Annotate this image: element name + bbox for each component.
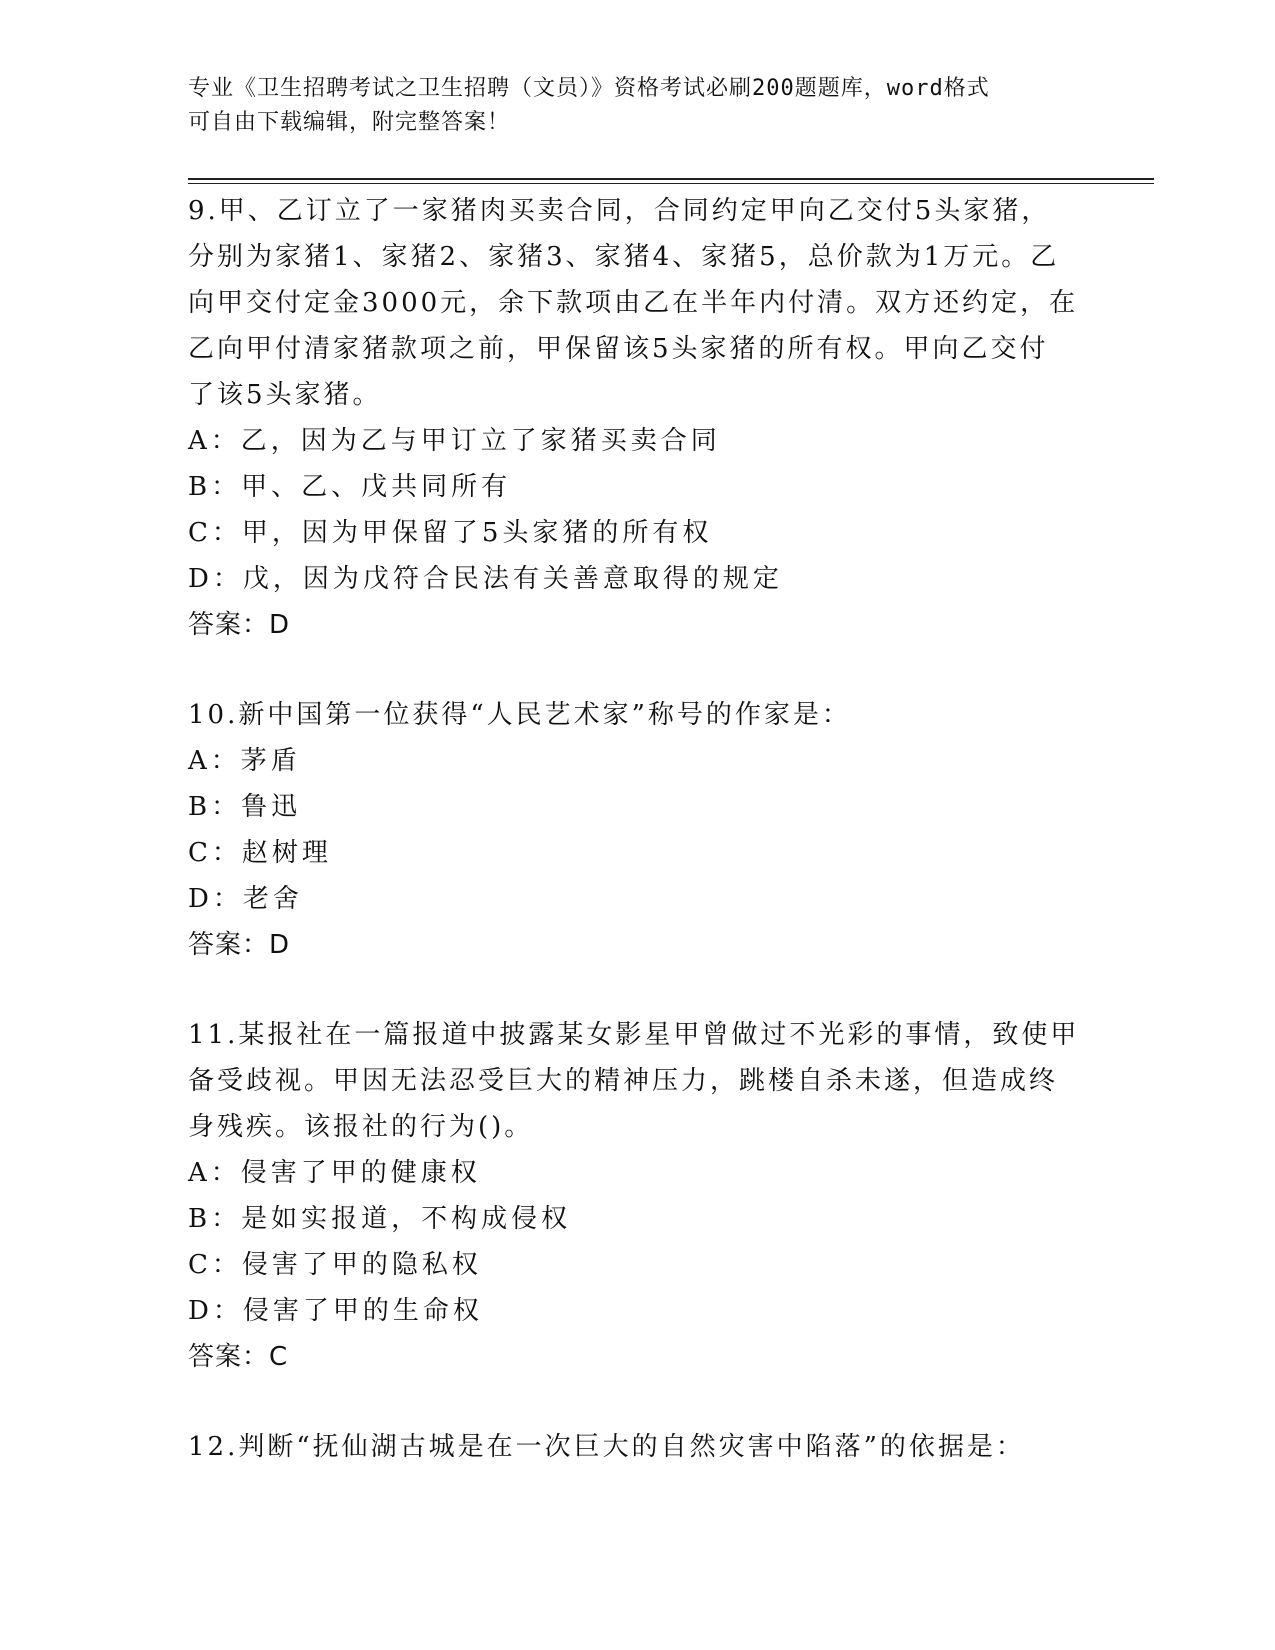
question-text-line: 向甲交付定金3000元，余下款项由乙在半年内付清。双方还约定，在 <box>188 288 1079 318</box>
option-a: A：茅盾 <box>188 746 301 776</box>
question-text-line: 身残疾。该报社的行为()。 <box>188 1112 534 1142</box>
question-text-line: 备受歧视。甲因无法忍受巨大的精神压力，跳楼自杀未遂，但造成终 <box>188 1066 1059 1096</box>
option-c: C：甲，因为甲保留了5头家猪的所有权 <box>188 518 713 548</box>
option-c: C：侵害了甲的隐私权 <box>188 1250 482 1280</box>
option-b: B：甲、乙、戊共同所有 <box>188 472 512 502</box>
option-a: A：侵害了甲的健康权 <box>188 1158 481 1188</box>
answer: 答案：C <box>188 1342 289 1372</box>
header-divider-thick <box>188 178 1154 180</box>
question-text-line: 乙向甲付清家猪款项之前，甲保留该5头家猪的所有权。甲向乙交付 <box>188 334 1049 364</box>
option-d: D：老舍 <box>188 884 303 914</box>
question-9 <box>188 188 1128 648</box>
option-a: A：乙，因为乙与甲订立了家猪买卖合同 <box>188 426 721 456</box>
option-c: C：赵树理 <box>188 838 332 868</box>
header-line-2: 可自由下载编辑，附完整答案！ <box>188 110 511 135</box>
document-header <box>188 72 1088 140</box>
option-b: B：鲁迅 <box>188 792 302 822</box>
header-divider-thin <box>188 183 1154 184</box>
question-list <box>188 188 1128 1514</box>
question-12 <box>188 1424 1128 1470</box>
answer: 答案：D <box>188 930 291 960</box>
question-text-line: 分别为家猪1、家猪2、家猪3、家猪4、家猪5，总价款为1万元。乙 <box>188 242 1060 272</box>
question-text-line: 10.新中国第一位获得“人民艺术家”称号的作家是： <box>188 700 851 730</box>
question-text-line: 12.判断“抚仙湖古城是在一次巨大的自然灾害中陷落”的依据是： <box>188 1432 1025 1462</box>
header-line-1: 专业《卫生招聘考试之卫生招聘（文员）》资格考试必刷200题题库，word格式 <box>188 76 990 101</box>
question-11 <box>188 1012 1128 1380</box>
question-text-line: 9.甲、乙订立了一家猪肉买卖合同，合同约定甲向乙交付5头家猪， <box>188 196 1051 226</box>
question-text-line: 11.某报社在一篇报道中披露某女影星甲曾做过不光彩的事情，致使甲 <box>188 1020 1080 1050</box>
option-d: D：戊，因为戊符合民法有关善意取得的规定 <box>188 564 783 594</box>
option-b: B：是如实报道，不构成侵权 <box>188 1204 572 1234</box>
option-d: D：侵害了甲的生命权 <box>188 1296 483 1326</box>
question-10 <box>188 692 1128 968</box>
question-text-line: 了该5头家猪。 <box>188 380 382 410</box>
answer: 答案：D <box>188 610 291 640</box>
